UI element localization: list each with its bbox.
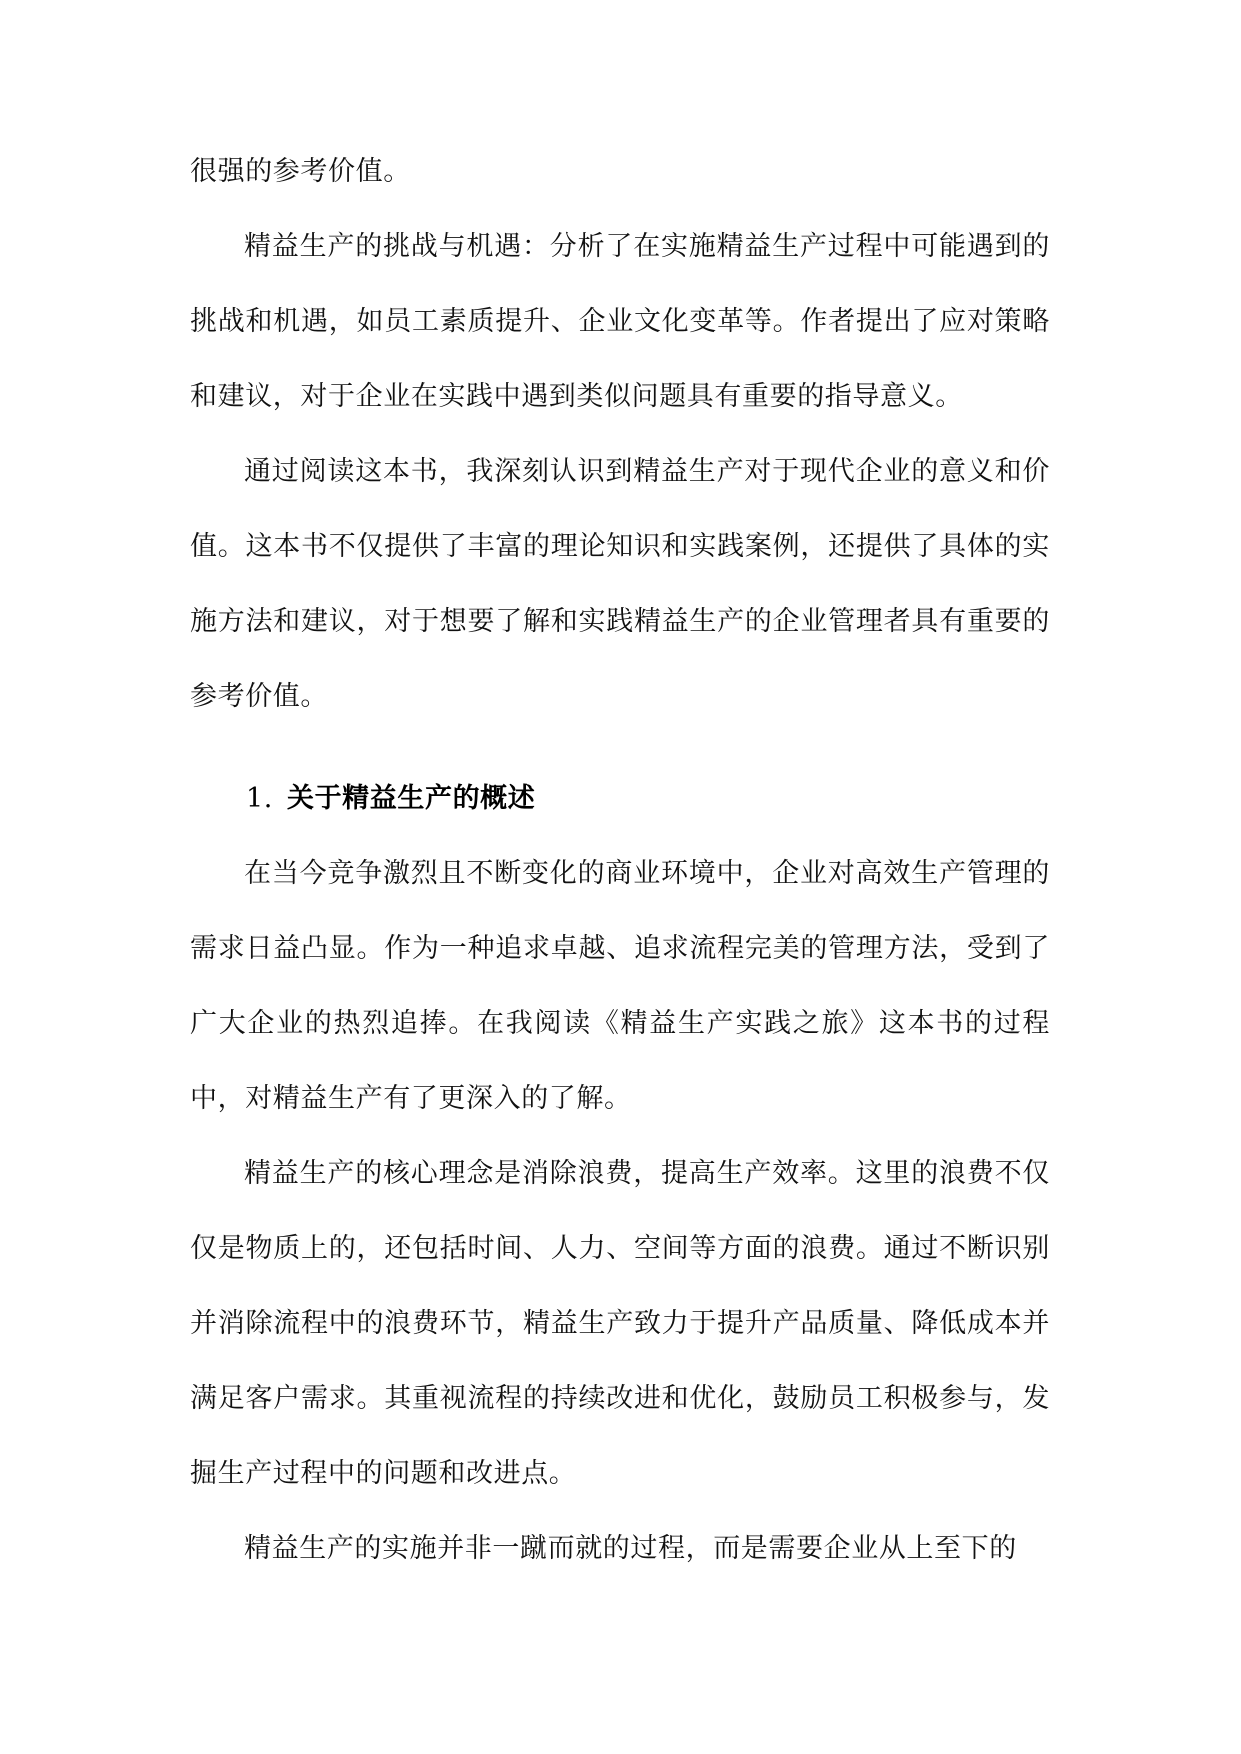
section-heading [190,761,1050,836]
paragraph-overview: 在当今竞争激烈且不断变化的商业环境中，企业对高效生产管理的需求日益凸显。作为一种追求卓越、追求流程完美的管理方法，受到了广大企业的热烈追捧。在我阅读《精益生产实践之旅》这本书的过程中，对精益生产有了更深入的了解。 [190,858,1050,1114]
section-title: 关于精益生产的概述 [286,783,536,814]
paragraph-continuation: 很强的参考价值。 [190,156,411,187]
section-number: 1. [246,783,273,814]
paragraph-reflection: 通过阅读这本书，我深刻认识到精益生产对于现代企业的意义和价值。这本书不仅提供了丰富的理论知识和实践案例，还提供了具体的实施方法和建议，对于想要了解和实践精益生产的企业管理者具有重要的参考价值。 [190,456,1050,712]
document-body [190,134,1050,1586]
paragraph-challenges: 精益生产的挑战与机遇：分析了在实施精益生产过程中可能遇到的挑战和机遇，如员工素质提升、企业文化变革等。作者提出了应对策略和建议，对于企业在实践中遇到类似问题具有重要的指导意义。 [190,231,1050,412]
paragraph-core-concept: 精益生产的核心理念是消除浪费，提高生产效率。这里的浪费不仅仅是物质上的，还包括时间、人力、空间等方面的浪费。通过不断识别并消除流程中的浪费环节，精益生产致力于提升产品质量、降低成本并满足客户需求。其重视流程的持续改进和优化，鼓励员工积极参与，发掘生产过程中的问题和改进点。 [190,1158,1050,1489]
paragraph-implementation: 精益生产的实施并非一蹴而就的过程，而是需要企业从上至下的 [244,1533,1017,1564]
